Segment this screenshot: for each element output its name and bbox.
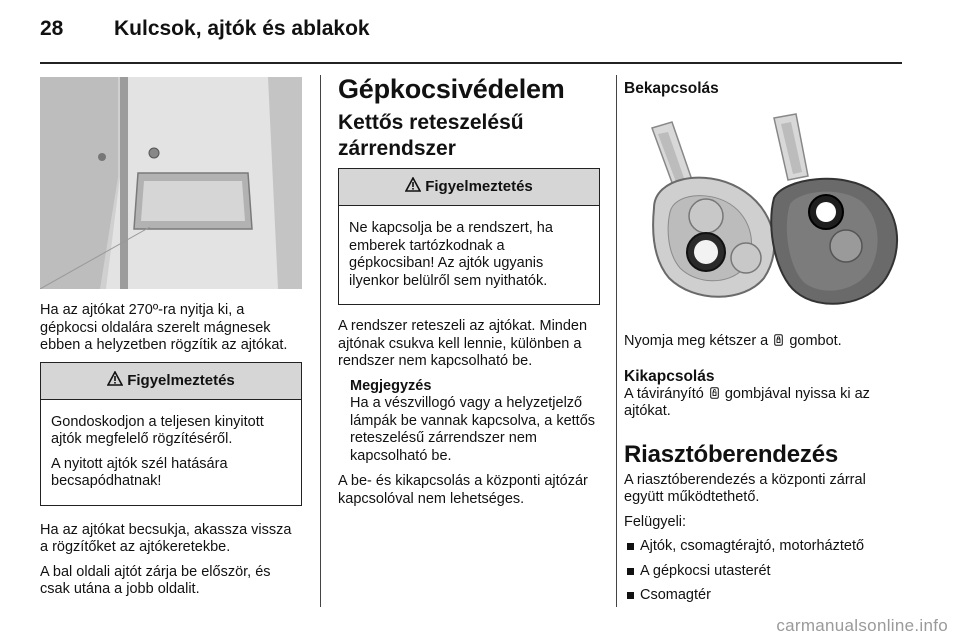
remote-key-fobs-illustration (624, 108, 902, 320)
list-item: Ajtók, csomagtérajtó, motorháztető (624, 538, 906, 556)
warning-header (339, 169, 599, 206)
paragraph: A be- és kikapcsolás a központi ajtózár kapcsolóval nem lehetséges. (338, 473, 588, 507)
note (350, 378, 600, 466)
paragraph: A riasztóberendezés a központi zárral együtt működtethető. (624, 471, 866, 505)
warning-triangle-icon (107, 371, 123, 391)
column-divider (616, 75, 617, 607)
monitors-list (624, 538, 906, 605)
subheading-on: Bekapcsolás (624, 80, 719, 97)
warning-header (41, 363, 301, 400)
paragraph: A rendszer reteszeli az ajtókat. Minden ajtónak csukva kell lennie, különben a rendszer nem kapcsolható be. (338, 318, 588, 369)
column-1 (40, 302, 302, 606)
page-number: 28 (40, 17, 64, 40)
warning-box (338, 168, 600, 305)
text-before-icon: Nyomja meg kétszer a (624, 333, 769, 349)
note-title: Megjegyzés (350, 377, 432, 394)
subsection-title: Kettős reteszelésű zárrendszer (338, 111, 524, 160)
list-item: A gépkocsi utasterét (624, 563, 906, 581)
text-after-icon: gombot. (789, 333, 842, 349)
section-title-alarm: Riasztóberendezés (624, 440, 839, 468)
warning-title: Figyelmeztetés (127, 371, 235, 389)
text-before-icon: A távirányító (624, 385, 704, 402)
column-3-text (624, 333, 906, 612)
column-2 (338, 74, 600, 515)
watermark: carmanualsonline.info (776, 616, 948, 635)
warning-box (40, 362, 302, 506)
text-after-icon: gombjával nyissa ki az ajtókat. (624, 385, 870, 419)
lock-button-icon (774, 334, 783, 346)
paragraph: Ha az ajtókat 270º-ra nyitja ki, a gépkocsi oldalára szerelt mágnesek ebben a helyzetben rögzítik az ajtókat. (40, 302, 288, 353)
list-item: Csomagtér (624, 587, 906, 605)
column-divider (320, 75, 321, 607)
warning-title: Figyelmeztetés (425, 178, 533, 196)
paragraph (624, 333, 906, 351)
unlock-button-icon (710, 387, 719, 399)
paragraph: A bal oldali ajtót zárja be először, és csak utána a jobb oldalit. (40, 563, 271, 597)
monitors-label: Felügyeli: (624, 513, 687, 530)
warning-triangle-icon (405, 177, 421, 197)
section-title: Gépkocsivédelem (338, 74, 565, 104)
note-text: Ha a vészvillogó vagy a helyzetjelző lámpák be vannak kapcsolva, a kettős reteszelésű zárrendszer nem kapcsolható be. (350, 395, 596, 464)
warning-text: A nyitott ajtók szél hatására becsapódhatnak! (51, 455, 228, 489)
header-rule (40, 62, 902, 64)
subheading-off: Kikapcsolás (624, 367, 715, 385)
van-door-magnet-illustration (40, 77, 302, 289)
warning-text: Gondoskodjon a teljesen kinyitott ajtók megfelelő rögzítéséről. (51, 413, 264, 447)
paragraph: Ha az ajtókat becsukja, akassza vissza a rögzítőket az ajtókeretekbe. (40, 521, 292, 555)
chapter-title: Kulcsok, ajtók és ablakok (114, 17, 370, 40)
paragraph (624, 386, 906, 421)
warning-text: Ne kapcsolja be a rendszert, ha emberek tartózkodnak a gépkocsiban! Az ajtók ugyanis ilyenkor belülről sem nyithatók. (349, 220, 553, 289)
column-3 (624, 80, 904, 98)
